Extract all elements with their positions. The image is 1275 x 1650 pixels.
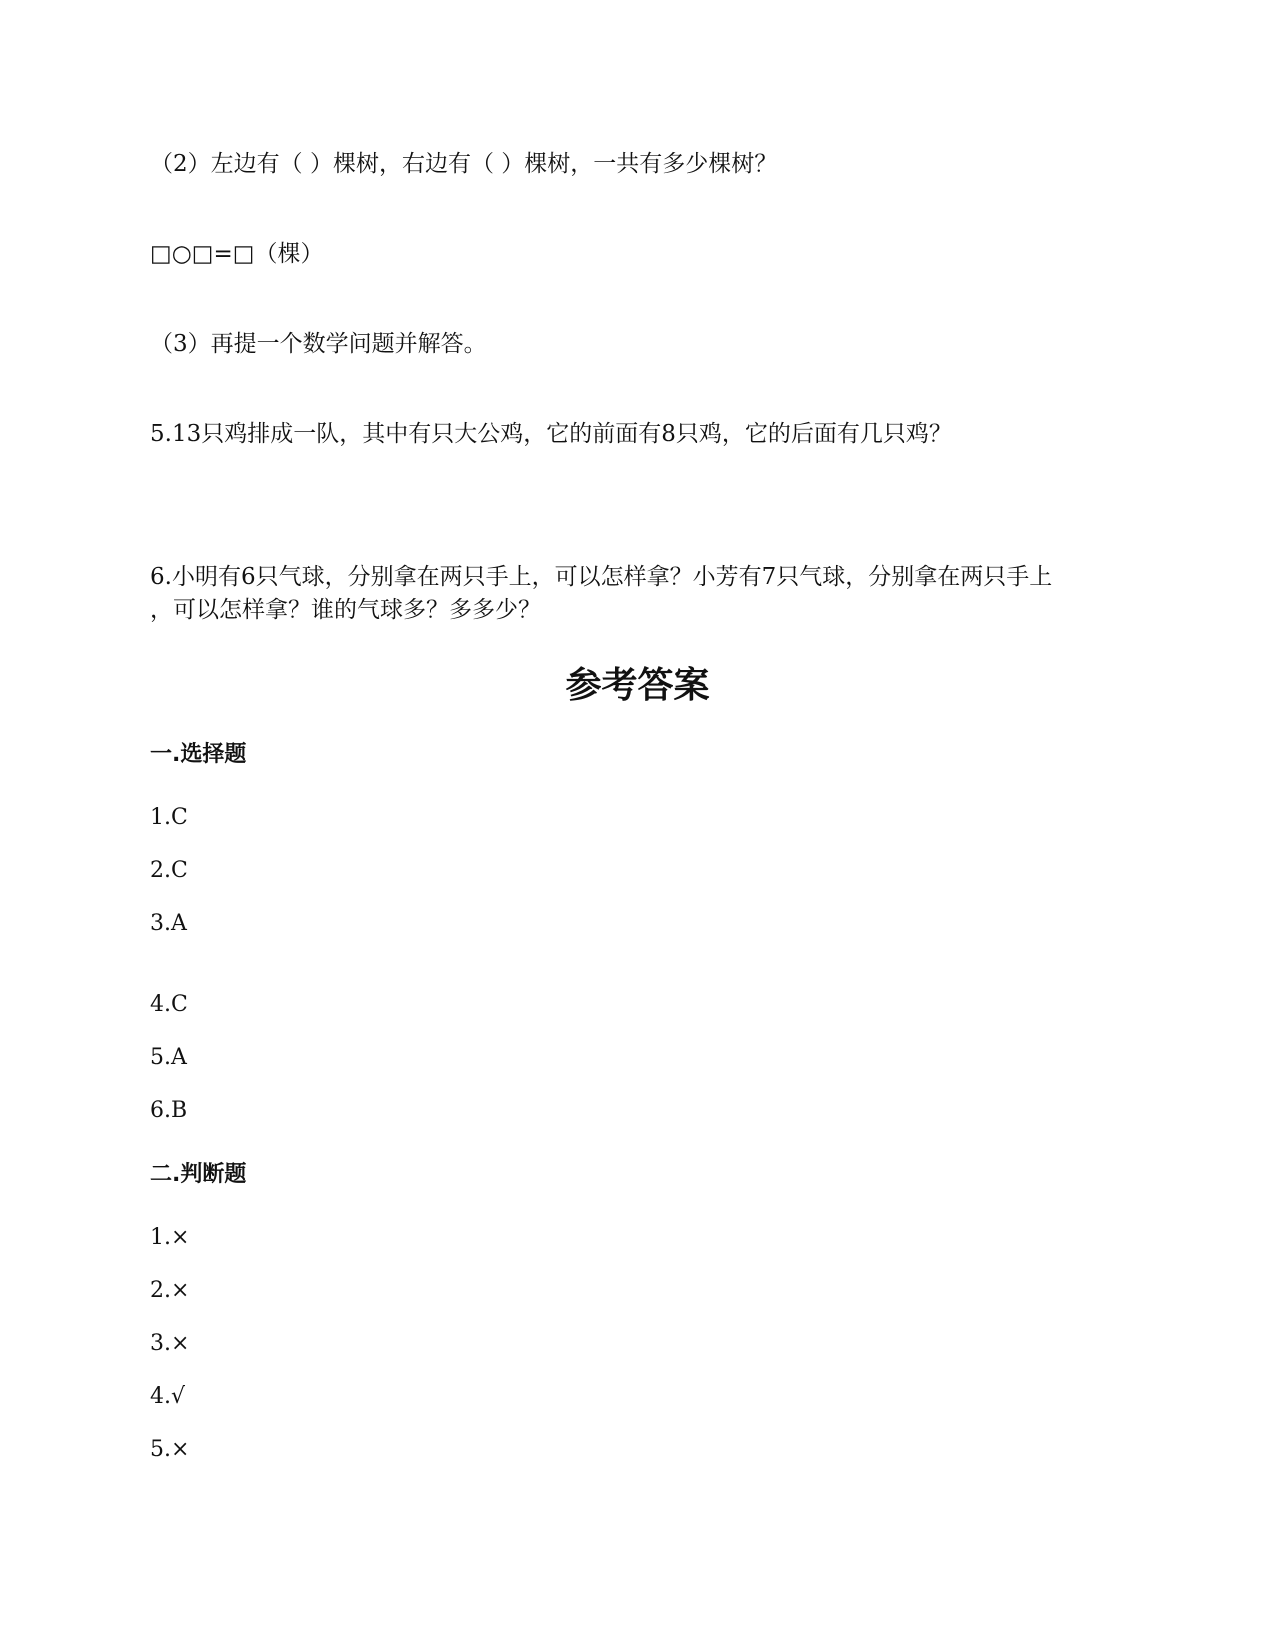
question-5: 5.13只鸡排成一队，其中有只大公鸡，它的前面有8只鸡，它的后面有几只鸡？ [150, 421, 952, 447]
answer-judgment-1: 1.× [150, 1225, 190, 1250]
question-4-part-3: （3）再提一个数学问题并解答。 [150, 331, 487, 357]
answer-judgment-3: 3.× [150, 1331, 190, 1356]
answer-judgment-4: 4.√ [150, 1384, 186, 1409]
question-4-formula: □○□=□（棵） [150, 241, 324, 267]
answer-judgment-2: 2.× [150, 1278, 190, 1303]
answer-choice-1: 1.C [150, 805, 188, 830]
answer-choice-4: 4.C [150, 992, 188, 1017]
section-heading-judgment: 二.判断题 [150, 1162, 247, 1187]
answer-choice-3: 3.A [150, 911, 187, 936]
question-6-line-1: 6.小明有6只气球，分别拿在两只手上，可以怎样拿？小芳有7只气球，分别拿在两只手上 [150, 564, 1053, 590]
answer-choice-2: 2.C [150, 858, 188, 883]
answer-judgment-5: 5.× [150, 1437, 190, 1462]
answer-choice-5: 5.A [150, 1045, 187, 1070]
answer-key-title: 参考答案 [565, 665, 710, 706]
question-4-part-2: （2）左边有（ ）棵树，右边有（ ）棵树，一共有多少棵树？ [150, 151, 778, 177]
answer-choice-6: 6.B [150, 1098, 188, 1123]
question-6-line-2: ，可以怎样拿？谁的气球多？多多少？ [150, 597, 541, 623]
section-heading-choice: 一.选择题 [150, 742, 247, 767]
